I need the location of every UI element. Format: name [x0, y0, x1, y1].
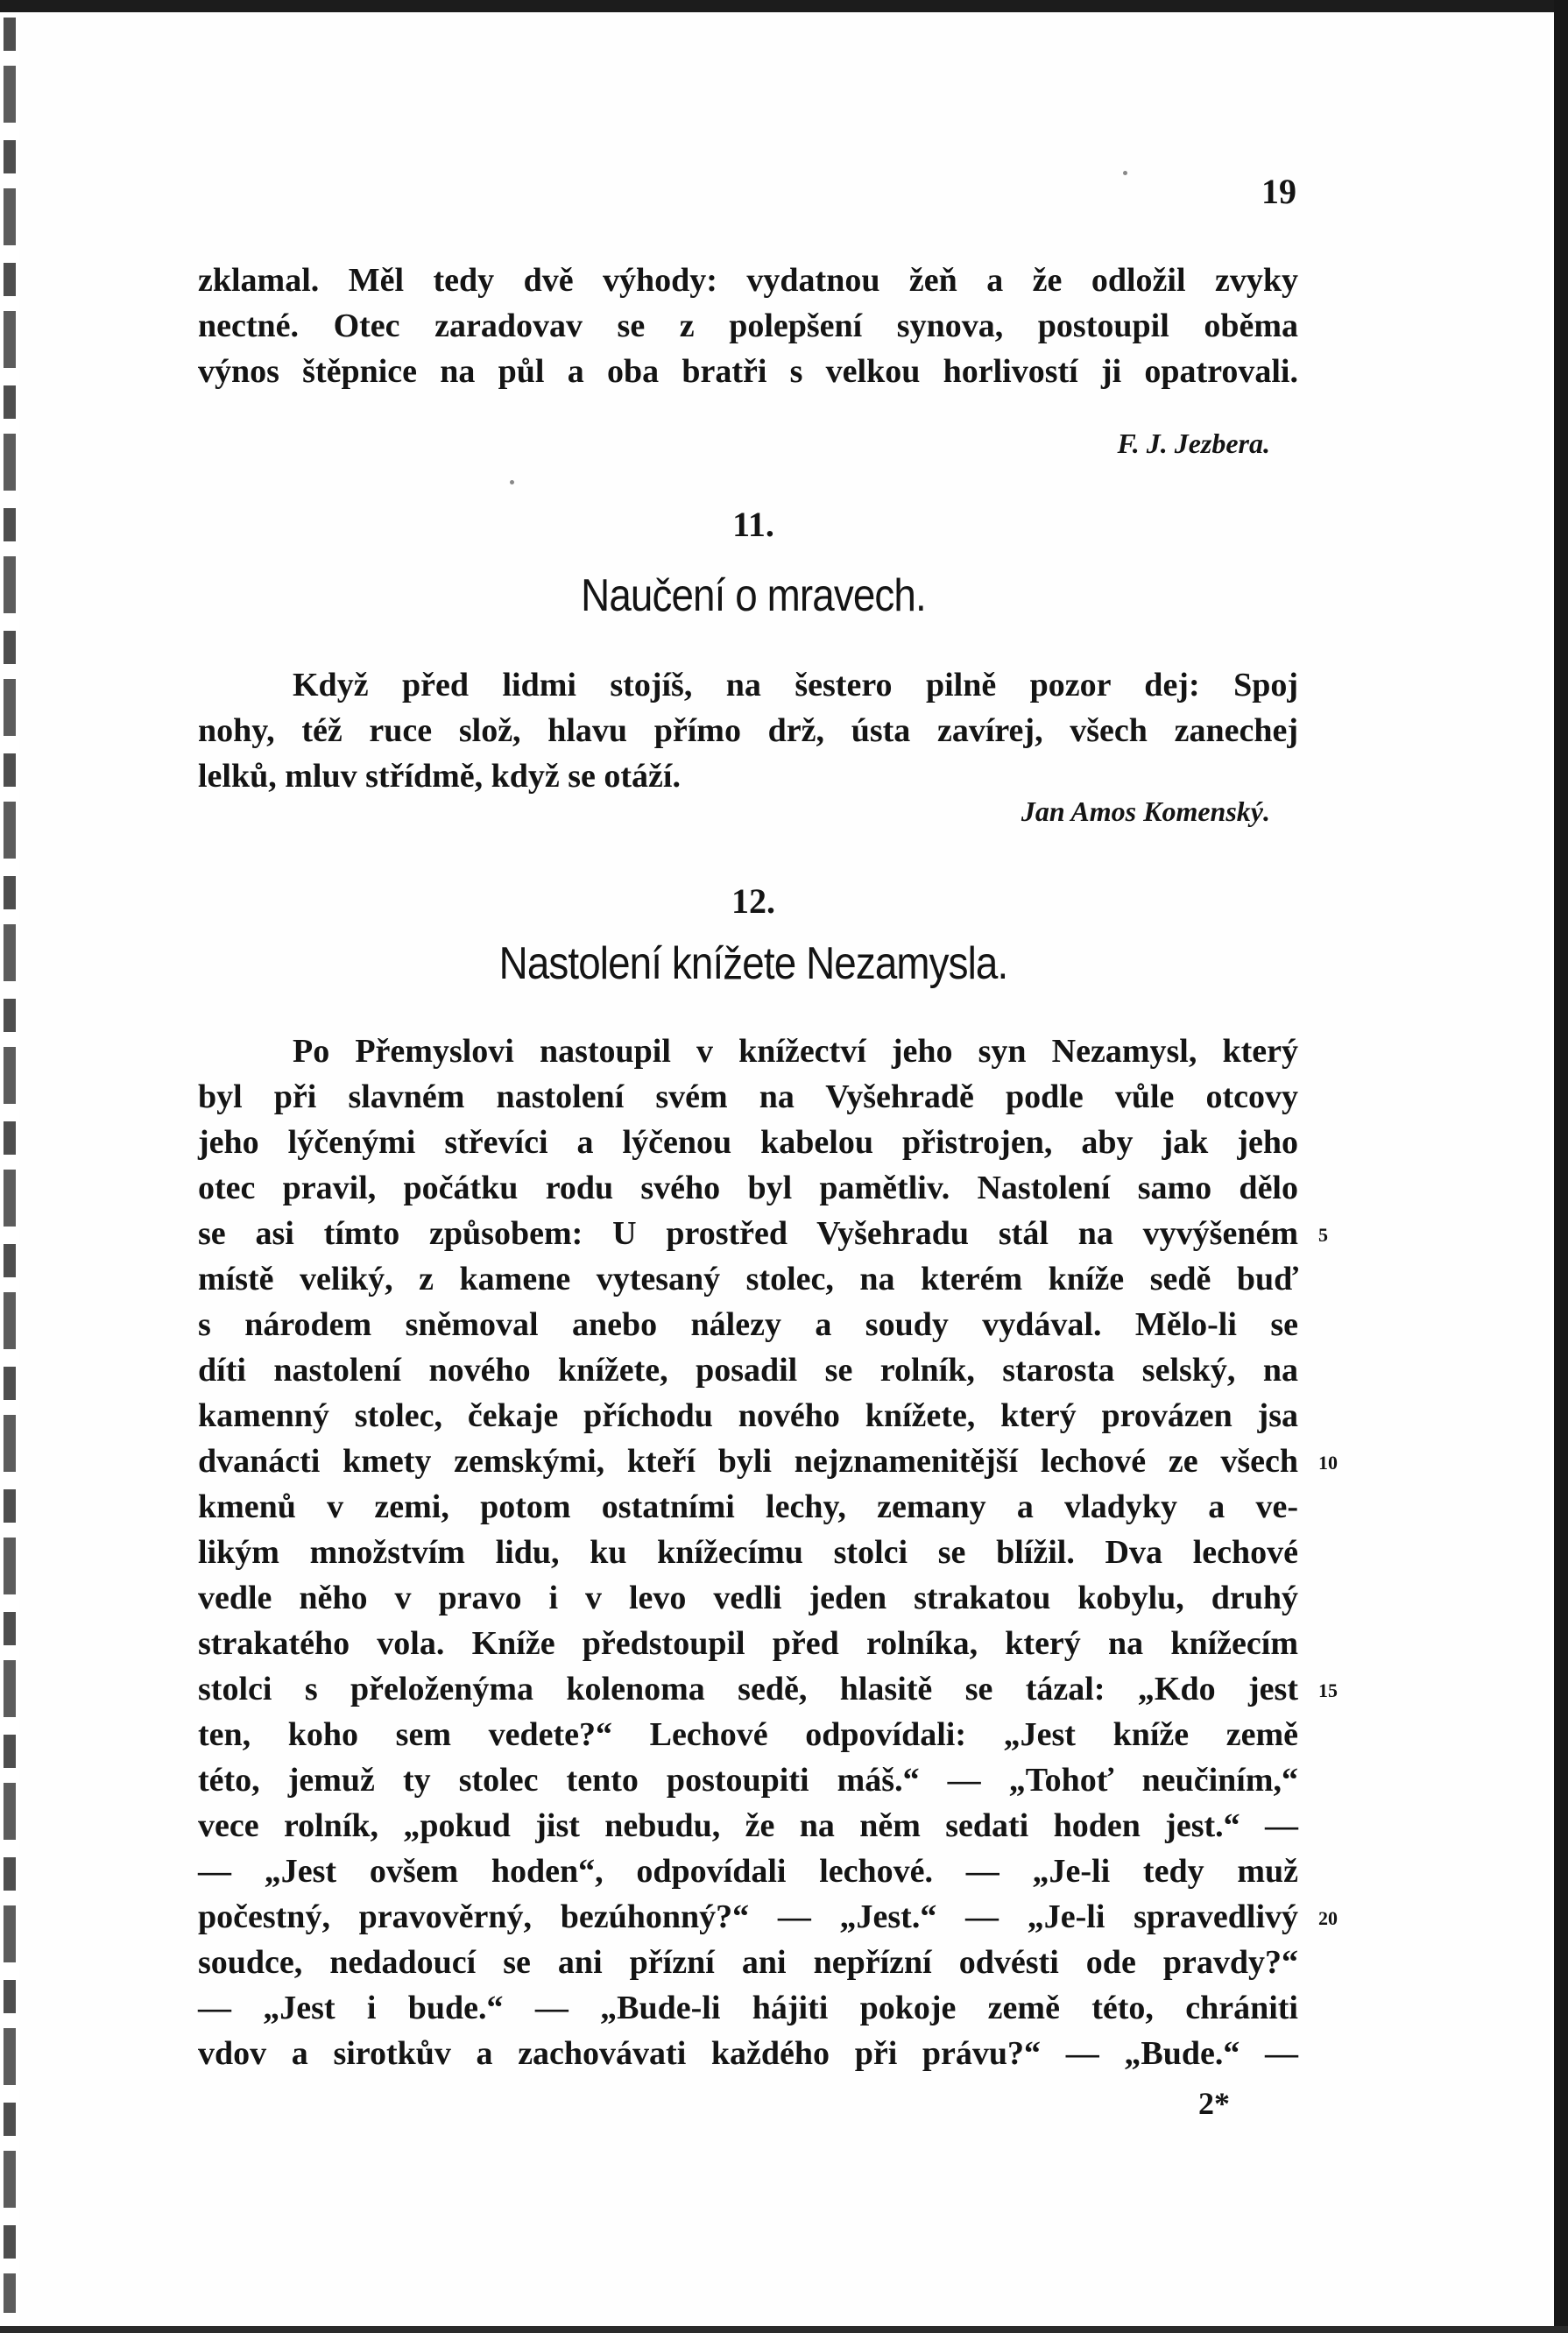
section-12-line-17: této, jemuž ty stolec tento postoupiti máš.“ — „Tohoť neučiním,“ [198, 1762, 1298, 1799]
section-12-line-14: strakatého vola. Kníže předstoupil před rolníka, který na knížecím [198, 1625, 1298, 1662]
margin-line-number: 10 [1318, 1452, 1338, 1474]
section-12-line-9: kamenný stolec, čekaje příchodu nového knížete, který provázen jsa [198, 1397, 1298, 1434]
section-12-line-12: likým množstvím lidu, ku knížecímu stolci se blížil. Dva lechové [198, 1534, 1298, 1571]
intro-line-1: zklamal. Měl tedy dvě výhody: vydatnou žeň a že odložil zvyky [198, 262, 1298, 299]
page-number: 19 [1261, 172, 1296, 211]
section-12-line-23: vdov a sirotkův a zachovávati každého při právu?“ — „Bude.“ — [198, 2035, 1298, 2072]
scan-border-top [0, 0, 1568, 12]
section-12-line-15: stolci s přeloženýma kolenoma sedě, hlasitě se tázal: „Kdo jest [198, 1671, 1298, 1707]
section-12-line-16: ten, koho sem vedete?“ Lechové odpovídali: „Jest kníže země [198, 1716, 1298, 1753]
section-12-line-4: otec pravil, počátku rodu svého byl pamětliv. Nastolení samo dělo [198, 1170, 1298, 1206]
binding-stitching [4, 18, 16, 2313]
scan-border-right [1554, 0, 1568, 2333]
section-11-line-3: lelků, mluv střídmě, když se otáží. [198, 758, 681, 795]
section-12-line-22: — „Jest i bude.“ — „Bude-li hájiti pokoje země této, chrániti [198, 1990, 1298, 2026]
section-12-line-18: vece rolník, „pokud jist nebudu, že na něm sedati hoden jest.“ — [198, 1807, 1298, 1844]
section-12-line-1: Po Přemyslovi nastoupil v knížectví jeho syn Nezamysl, který [293, 1033, 1298, 1070]
author-attribution-intro: F. J. Jezbera. [1117, 428, 1270, 459]
section-11-line-1: Když před lidmi stojíš, na šestero pilně pozor dej: Spoj [293, 667, 1298, 703]
section-12-line-2: byl při slavném nastolení svém na Vyšehradě podle vůle otcovy [198, 1078, 1298, 1115]
author-attribution-section-11: Jan Amos Komenský. [1021, 795, 1270, 827]
paper-speck [510, 480, 514, 484]
intro-line-2: nectné. Otec zaradovav se z polepšení synova, postoupil oběma [198, 308, 1298, 344]
section-12-number: 12. [731, 881, 775, 921]
section-12-line-19: — „Jest ovšem hoden“, odpovídali lechové. — „Je-li tedy muž [198, 1853, 1298, 1890]
section-12-line-21: soudce, nedadoucí se ani přízní ani nepřízní odvésti ode pravdy?“ [198, 1944, 1298, 1981]
section-12-line-5: se asi tímto způsobem: U prostřed Vyšehradu stál na vyvýšeném [198, 1215, 1298, 1252]
signature-mark: 2* [1198, 2086, 1230, 2121]
section-11-number: 11. [732, 505, 774, 544]
section-11-line-2: nohy, též ruce slož, hlavu přímo drž, ústa zavírej, všech zanechej [198, 712, 1298, 749]
section-12-line-7: s národem sněmoval anebo nálezy a soudy vydával. Mělo-li se [198, 1306, 1298, 1343]
section-12-line-6: místě veliký, z kamene vytesaný stolec, na kterém kníže sedě buď [198, 1261, 1298, 1297]
margin-line-number: 20 [1318, 1907, 1338, 1929]
section-12-line-13: vedle něho v pravo i v levo vedli jeden strakatou kobylu, druhý [198, 1580, 1298, 1616]
section-12-line-11: kmenů v zemi, potom ostatními lechy, zemany a vladyky a ve- [198, 1488, 1298, 1525]
section-11-title: Naučení o mravech. [581, 570, 926, 621]
section-12-title: Nastolení knížete Nezamysla. [498, 938, 1008, 989]
margin-line-number: 5 [1318, 1224, 1328, 1246]
scan-border-bottom [0, 2326, 1568, 2333]
section-12-line-8: díti nastolení nového knížete, posadil se rolník, starosta selský, na [198, 1352, 1298, 1389]
section-12-line-3: jeho lýčenými střevíci a lýčenou kabelou přistrojen, aby jak jeho [198, 1124, 1298, 1161]
margin-line-number: 15 [1318, 1679, 1338, 1701]
section-12-line-10: dvanácti kmety zemskými, kteří byli nejznamenitější lechové ze všech [198, 1443, 1298, 1480]
paper-speck [1123, 171, 1127, 175]
intro-line-3: výnos štěpnice na půl a oba bratři s velkou horlivostí ji opatrovali. [198, 353, 1298, 390]
section-12-line-20: počestný, pravověrný, bezúhonný?“ — „Jest.“ — „Je-li spravedlivý [198, 1898, 1298, 1935]
